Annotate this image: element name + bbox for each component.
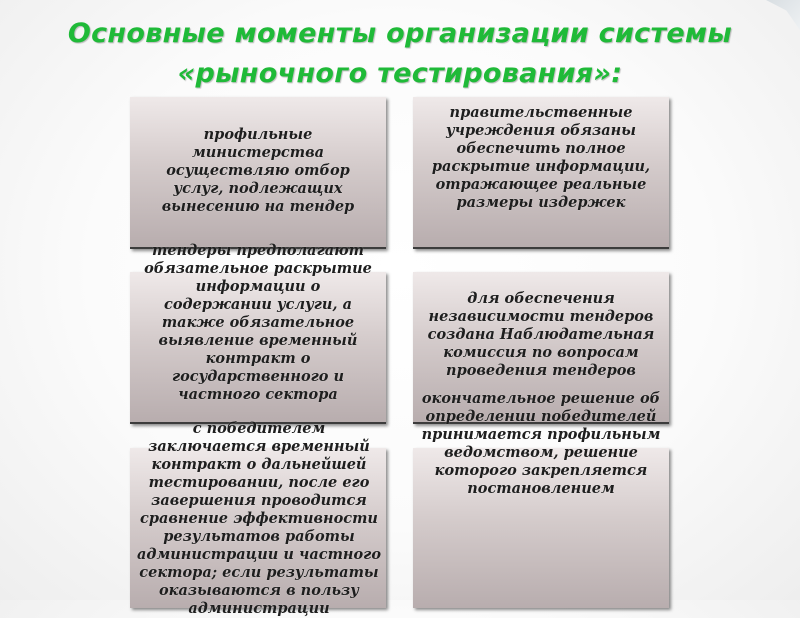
title-line-1: Основные моменты организации системы [67,18,733,49]
card-text-6: окончательное решение об определении победителей принимается профильным ведомством, решение которого закрепляется постановлением [421,390,661,497]
card-text-5: с победителем заключается временный контракт о дальнейшей тестировании, после его завершения проводится сравнение эффективности результатов работы администрации и частного сектора; если результаты оказываются в пользу администрации [137,420,381,617]
card-text-2: правительственные учреждения обязаны обеспечить полное раскрытие информации, отражающее реальные размеры издержек [431,104,651,211]
title-line-2: «рыночного тестирования»: [177,58,623,89]
card-text-1: профильные министерства осуществляю отбор услуг, подлежащих вынесению на тендер [161,126,355,215]
card-text-4: для обеспечения независимости тендеров создана Наблюдательная комиссия по вопросам проведения тендеров [427,290,655,379]
slide-title [0,14,800,94]
card-text-3: тендеры предполагают обязательное раскрытие информации о содержании услуги, а также обязательное выявление временный контракт о государственного и частного сектора [144,242,372,403]
